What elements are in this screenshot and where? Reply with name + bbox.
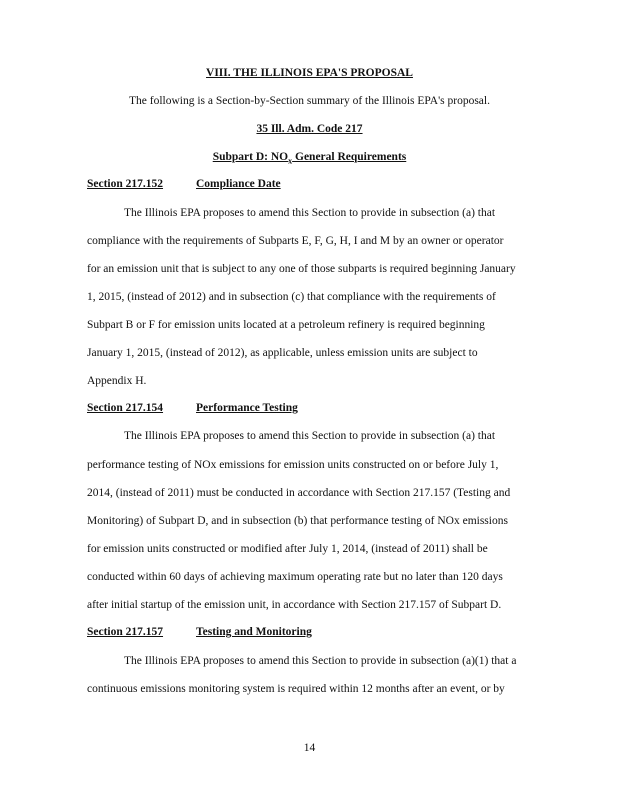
section-number: Section 217.152 (87, 178, 164, 190)
subpart-sub: x (288, 156, 293, 166)
intro-text: The following is a Section-by-Section summary of the Illinois EPA's proposal. (129, 95, 490, 107)
section-number: Section 217.157 (87, 626, 164, 638)
subpart-prefix: Subpart D: NO (212, 151, 289, 163)
body-line: Appendix H. (87, 375, 147, 387)
body-line: Monitoring) of Subpart D, and in subsection (b) that performance testing of NOx emissions (87, 515, 508, 527)
body-line: 2014, (instead of 2011) must be conducted in accordance with Section 217.157 (Testing and (87, 487, 511, 499)
chapter-title: VIII. THE ILLINOIS EPA'S PROPOSAL (206, 67, 413, 79)
body-line: conducted within 60 days of achieving maximum operating rate but no later than 120 days (87, 571, 503, 583)
page-number: 14 (303, 742, 316, 754)
code-heading: 35 Ill. Adm. Code 217 (256, 123, 363, 135)
body-line: 1, 2015, (instead of 2012) and in subsection (c) that compliance with the requirements of (87, 291, 496, 303)
section-title: Compliance Date (196, 178, 281, 190)
body-line: compliance with the requirements of Subparts E, F, G, H, I and M by an owner or operator (87, 235, 504, 247)
body-line: The Illinois EPA proposes to amend this Section to provide in subsection (a)(1) that a (124, 655, 517, 667)
body-line: for emission units constructed or modified after July 1, 2014, (instead of 2011) shall be (87, 543, 488, 555)
body-line: January 1, 2015, (instead of 2012), as applicable, unless emission units are subject to (87, 347, 478, 359)
body-line: for an emission unit that is subject to any one of those subparts is required beginning January (87, 263, 516, 275)
section-title: Performance Testing (196, 402, 298, 414)
body-line: The Illinois EPA proposes to amend this Section to provide in subsection (a) that (124, 207, 496, 219)
body-line: after initial startup of the emission unit, in accordance with Section 217.157 of Subpart D. (87, 599, 502, 611)
body-line: The Illinois EPA proposes to amend this Section to provide in subsection (a) that (124, 430, 496, 442)
section-title: Testing and Monitoring (196, 626, 312, 638)
body-line: Subpart B or F for emission units located at a petroleum refinery is required beginning (87, 319, 485, 331)
subpart-heading (0, 151, 619, 165)
section-number: Section 217.154 (87, 402, 164, 414)
body-line: performance testing of NOx emissions for emission units constructed on or before July 1, (87, 459, 499, 471)
body-line: continuous emissions monitoring system is required within 12 months after an event, or by (87, 683, 505, 695)
subpart-suffix: General Requirements (292, 151, 407, 163)
